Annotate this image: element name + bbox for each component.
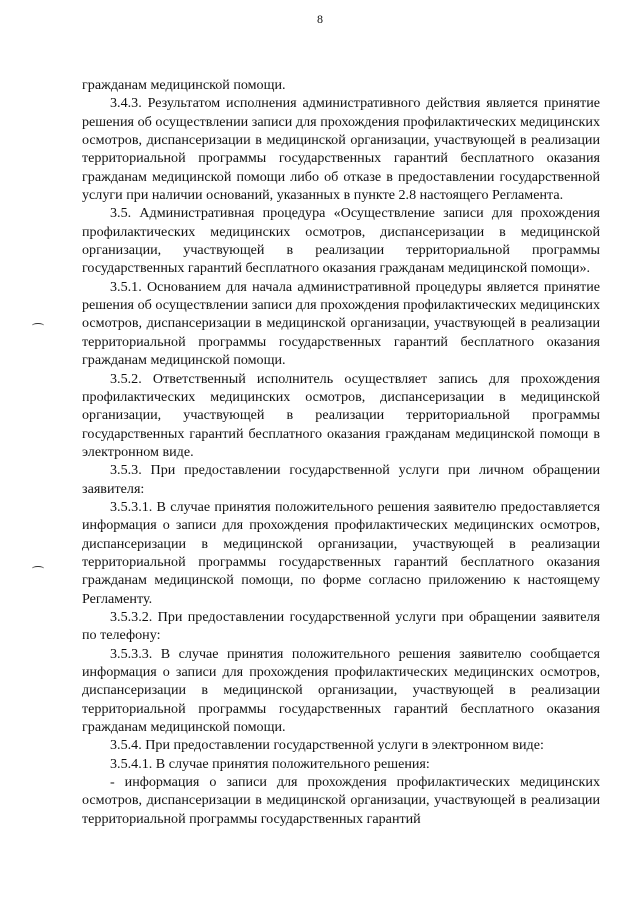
paragraph: - информация о записи для прохождения профилактических медицинских осмотров, диспансеризации в медицинской организации, участвующей в реализации территориальной программы государственных гарантий (82, 774, 600, 827)
document-body (82, 76, 600, 828)
paragraph: 3.5.4. При предоставлении государственной услуги в электронном виде: (110, 737, 544, 754)
paragraph: 3.5.1. Основанием для начала административной процедуры является принятие решения об осуществлении записи для прохождения профилактических медицинских осмотров, диспансеризации в медицинской организации, участвующей в реализации территориальной программы государственных гарантий бесплатного оказания гражданам медицинской помощи. (82, 278, 600, 369)
margin-mark (32, 566, 44, 571)
paragraph: 3.5.3. При предоставлении государственной услуги при личном обращении заявителя: (82, 462, 600, 497)
paragraph: 3.4.3. Результатом исполнения административного действия является принятие решения об осуществлении записи для прохождения профилактических медицинских осмотров, диспансеризации в медицинской организации, участвующей в реализации территориальной программы государственных гарантий бесплатного оказания гражданам медицинской помощи либо об отказе в предоставлении государственной услуги при наличии оснований, указанных в пункте 2.8 настоящего Регламента. (82, 95, 600, 204)
paragraph: гражданам медицинской помощи. (82, 77, 286, 93)
margin-mark (32, 323, 44, 328)
paragraph: 3.5.3.2. При предоставлении государственной услуги при обращении заявителя по телефону: (82, 608, 600, 644)
paragraph: 3.5.4.1. В случае принятия положительного решения: (110, 755, 430, 772)
paragraph: 3.5. Административная процедура «Осуществление записи для прохождения профилактических медицинских осмотров, диспансеризации в медицинской организации, участвующей в реализации территориальной программы государственных гарантий бесплатного оказания гражданам медицинской помощи». (82, 205, 600, 277)
paragraph: 3.5.3.1. В случае принятия положительного решения заявителю предоставляется информация о записи для прохождения профилактических медицинских осмотров, диспансеризации в медицинской организации, участвующей в реализации территориальной программы государственных гарантий бесплатного оказания гражданам медицинской помощи, по форме согласно приложению к настоящему Регламенту. (82, 498, 600, 607)
page-number: 8 (317, 12, 323, 26)
paragraph: 3.5.2. Ответственный исполнитель осуществляет запись для прохождения профилактических медицинских осмотров, диспансеризации в медицинской организации, участвующей в реализации территориальной программы государственных гарантий бесплатного оказания гражданам медицинской помощи в электронном виде. (82, 370, 600, 460)
paragraph: 3.5.3.3. В случае принятия положительного решения заявителю сообщается информация о записи для прохождения профилактических медицинских осмотров, диспансеризации в медицинской организации, участвующей в реализации территориальной программы государственных гарантий бесплатного оказания гражданам медицинской помощи. (82, 645, 600, 736)
